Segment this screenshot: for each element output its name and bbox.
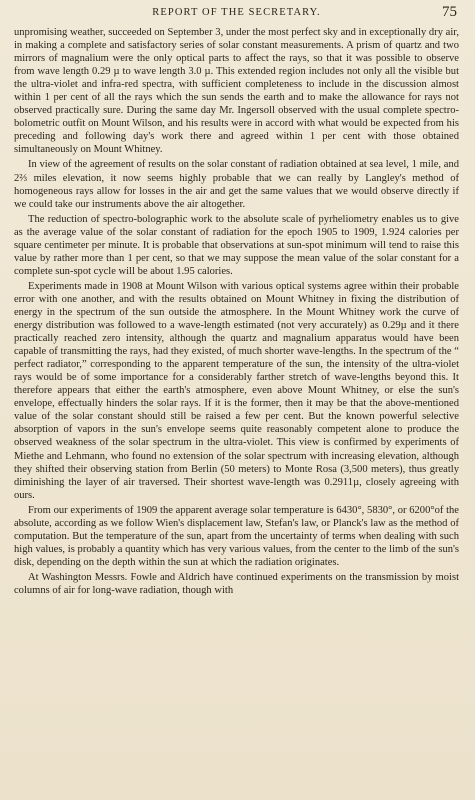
paragraph-2: In view of the agreement of results on the solar constant of radiation obtained at sea level, 1 mile, and 2⅔ miles elevation, it now seems highly probable that we can really by Langley's method of homogeneous rays allow for losses in the air and get the same values that we would observe directly if we could take our instruments above the air altogether. [14, 159, 459, 210]
page-number: 75 [442, 4, 457, 20]
running-head: REPORT OF THE SECRETARY. [152, 7, 321, 18]
paragraph-3: The reduction of spectro-bolographic work to the absolute scale of pyrheliometry enables us to give as the average value of the solar constant of radiation for the epoch 1905 to 1909, 1.924 calories per square centimeter per minute. It is probable that observations at sun-spot minimum will tend to raise this value by rather more than 1 per cent, so that we may suppose the mean value of the solar constant for a complete sun-spot cycle will be about 1.95 calories. [14, 213, 459, 277]
page-header [14, 3, 459, 26]
paragraph-4: Experiments made in 1908 at Mount Wilson with various optical systems agree within their probable error with one another, and with the results obtained on Mount Whitney in fixing the distribution of energy in the spectrum of the sun outside the atmosphere. In the Mount Whitney work the curve of energy distribution was followed to a wave-length estimated (not very accurately) as 0.29µ and it there practically reached zero intensity, although the quartz and magnalium apparatus would have been capable of transmitting the rays, had they existed, of much shorter wave-lengths. In the spectrum of the “ perfect radiator,” corresponding to the apparent temperature of the sun, the intensity of the ultra-violet rays would be of some importance for a considerably farther stretch of wave-lengths beyond this. It therefore appears that either the earth's atmosphere, even above Mount Whitney, or else the sun's envelope, effectually hinders the solar rays. If it is the former, then it may be that the above-mentioned value of the solar constant should still be raised a few per cent. But the known powerful selective absorption of vapors in the sun's envelope seems quite reasonably competent alone to produce the observed weakness of the solar spectrum in the ultra-violet. This view is confirmed by experiments of Miethe and Lehmann, who found no extension of the solar spectrum with increasing elevation, although they shifted their observing station from Berlin (50 meters) to Monte Rosa (3,500 meters), thus greatly diminishing the layer of air traversed. Their shortest wave-length was 0.2911µ, closely agreeing with ours. [14, 280, 459, 501]
paragraph-1: unpromising weather, succeeded on September 3, under the most perfect sky and in exceptionally dry air, in making a complete and satisfactory series of solar constant measurements. A prism of quartz and two mirrors of magnalium were the only optical parts to affect the rays, so that it was possible to observe from wave length 0.29 µ to wave length 3.0 µ. This extended region includes not only all the visible but the ultra-violet and infra-red spectra, with sufficient completeness to include in the discussion almost within 1 per cent of all the rays which the sun sends the earth and to make the allowance for rays not observed practically sure. During the same day Mr. Ingersoll observed with the usual complete spectro-bolometric outfit on Mount Wilson, and his results were in accord with what would be expected from his preceding and following day's work there and agreed within 1 per cent with those obtained simultaneously on Mount Whitney. [14, 27, 459, 156]
body-text [14, 26, 459, 597]
paragraph-5: From our experiments of 1909 the apparent average solar temperature is 6430°, 5830°, or 6200°of the absolute, according as we follow Wien's displacement law, Stefan's law, or Planck's law as the method of computation. But the temperature of the sun, apart from the uncertainty of terms when dealing with such high values, is probably a quantity which has very various values, from the center to the limb of the sun's disk, depending on the depth within the sun at which the radiation originates. [14, 504, 459, 568]
paragraph-6: At Washington Messrs. Fowle and Aldrich have continued experiments on the transmission by moist columns of air for long-wave radiation, though with [14, 571, 459, 596]
